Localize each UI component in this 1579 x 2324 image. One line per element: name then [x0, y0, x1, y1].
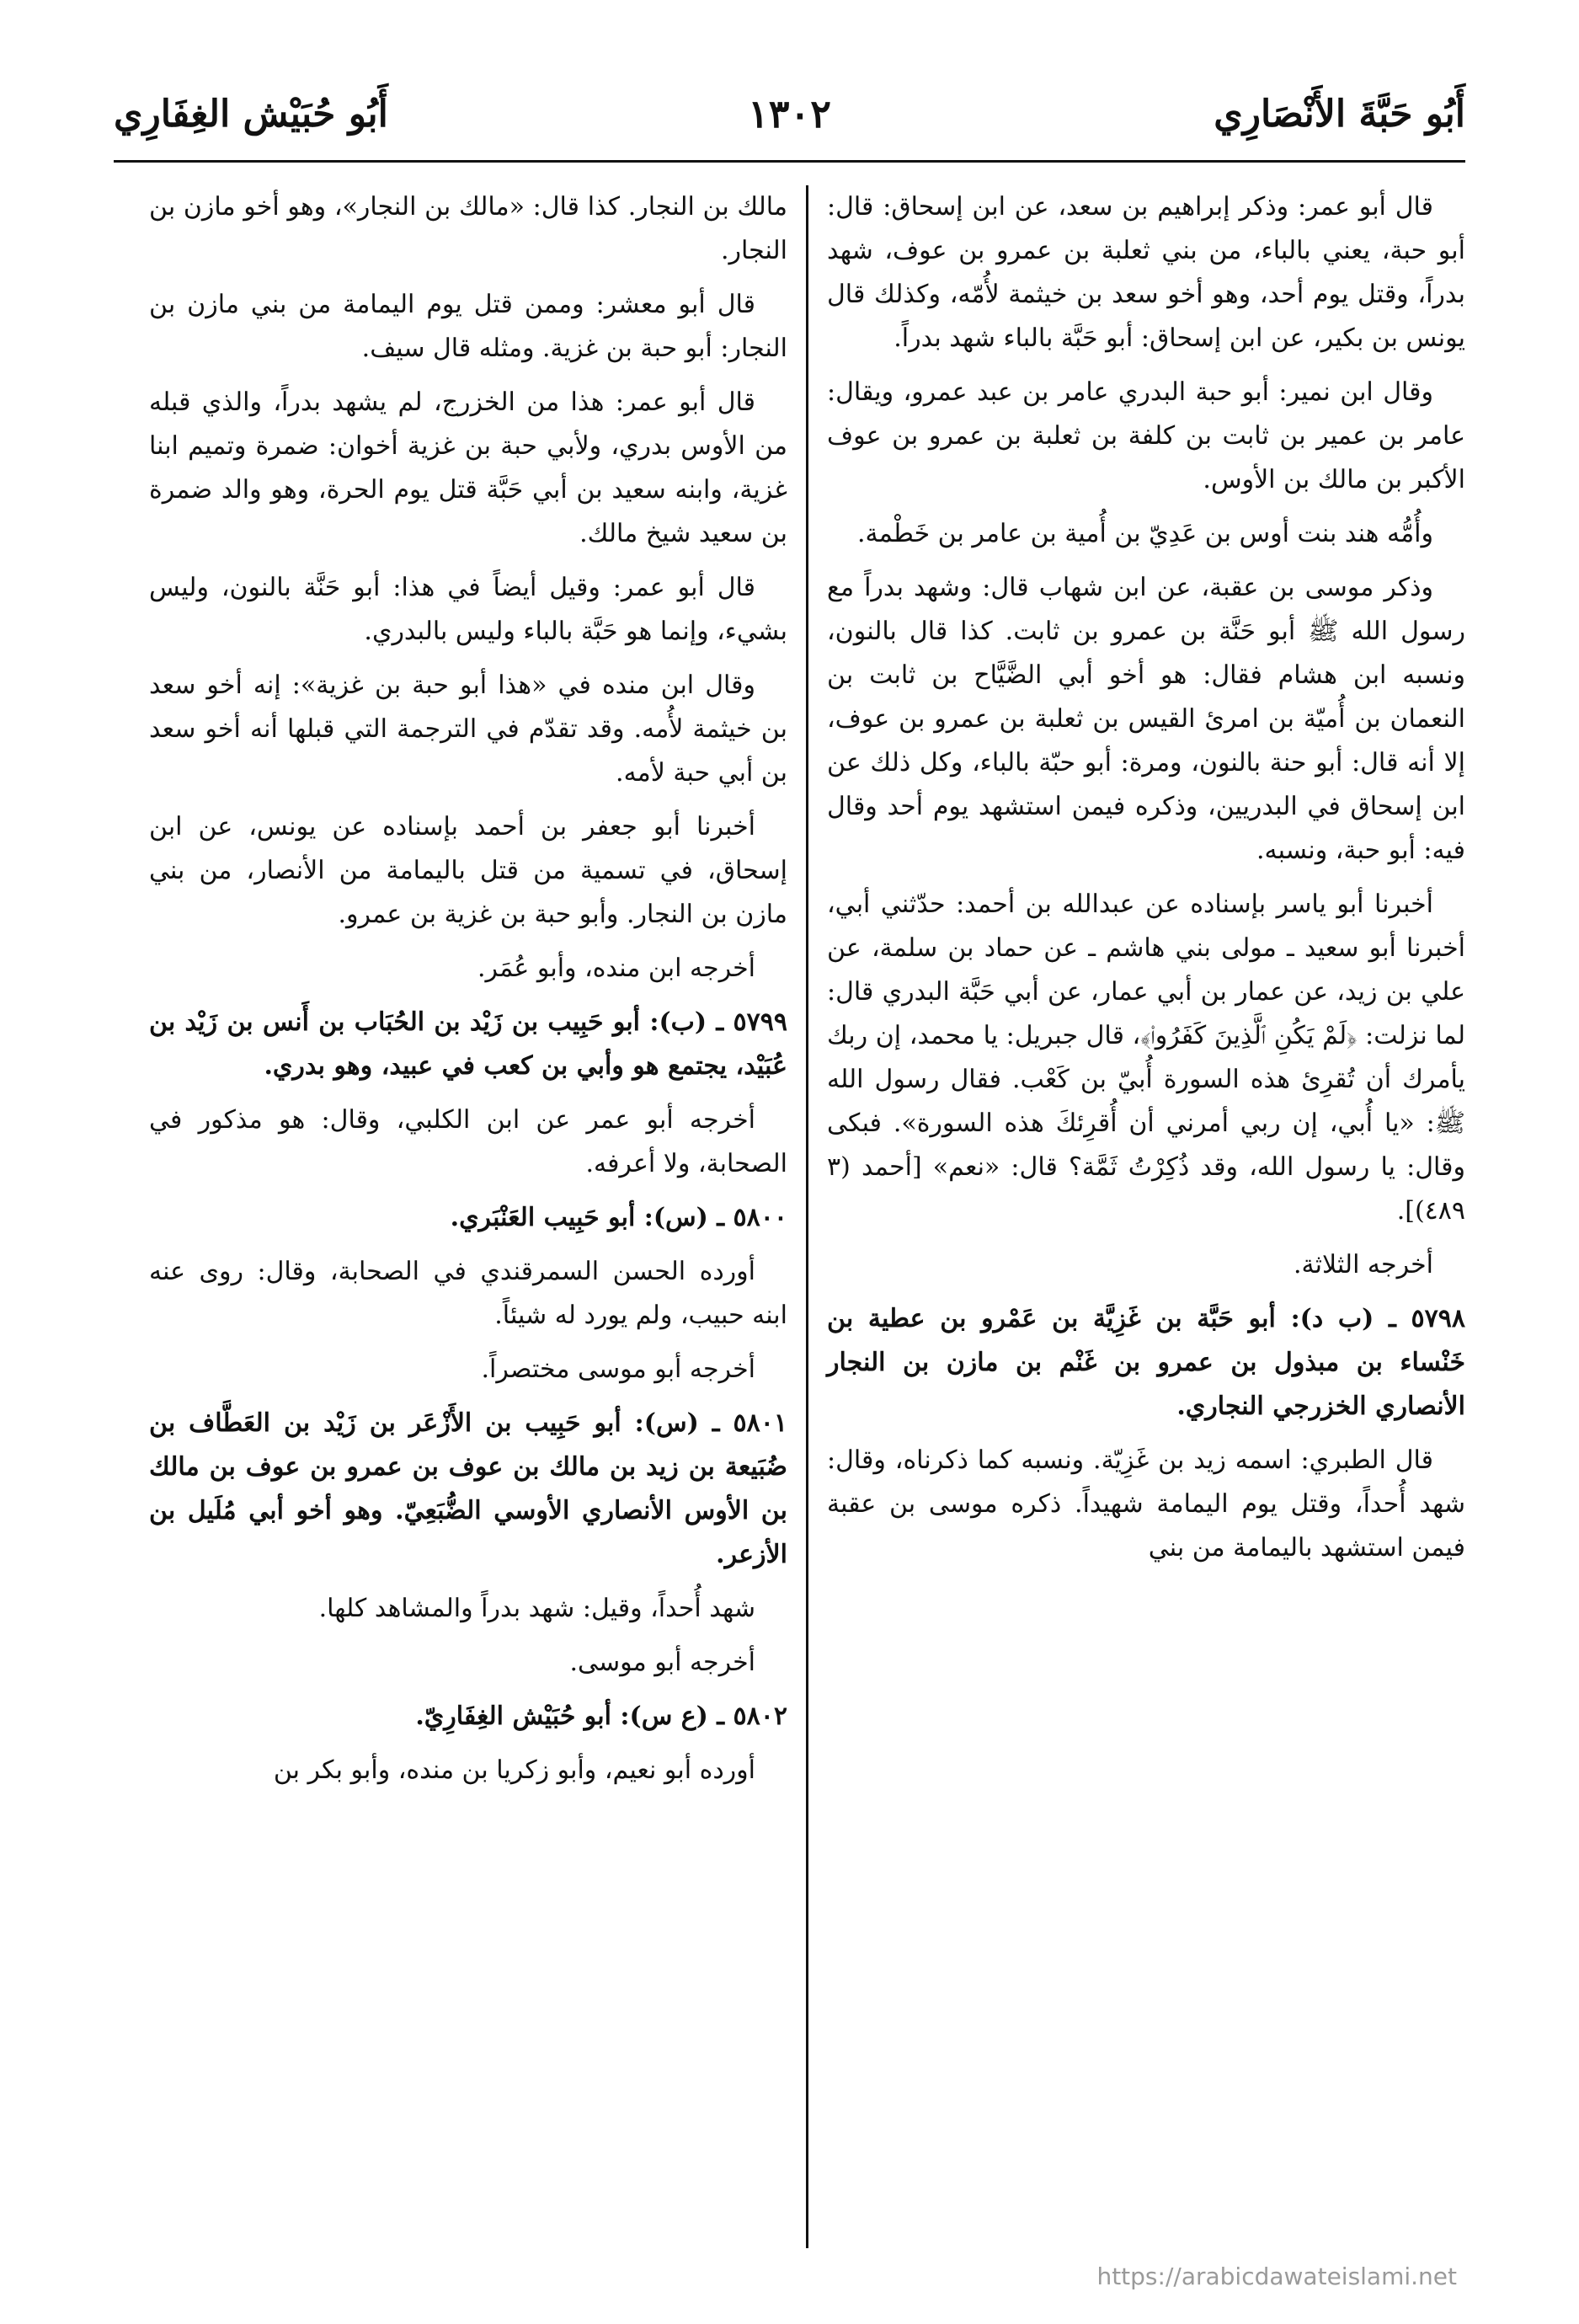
paragraph: أخرجه أبو عمر عن ابن الكلبي، وقال: هو مذكور في الصحابة، ولا أعرفه.	[149, 1105, 787, 1178]
paragraph: أخرجه أبو موسى مختصراً.	[481, 1354, 755, 1384]
column-divider	[806, 185, 808, 2248]
paragraph: أخبرنا أبو ياسر بإسناده عن عبدالله بن أحمد: حدّثني أبي، أخبرنا أبو سعيد ـ مولى بني هاشم ـ عن حماد بن سلمة، عن علي بن زيد، عن عمار بن أبي عمار، عن أبي حَبَّة البدري قال: لما نزلت: ﴿لَمْ يَكُنِ ٱلَّذِينَ كَفَرُوا۟﴾، قال جبريل: يا محمد، إن ربك يأمرك أن تُقرِئ هذه السورة أُبيّ بن كَعْب. فقال رسول الله ﷺ: «يا أُبي، إن ربي أمرني أن أُقرِئكَ هذه السورة». فبكى وقال: يا رسول الله، وقد ذُكِرْتُ ثَمَّة؟ قال: «نعم» [أحمد (٣ ٤٨٩)].	[827, 890, 1465, 1226]
entry-heading: ٥٧٩٩ ـ (ب): أبو حَبِيب بن زَيْد بن الحُبَاب بن أَنس بن زَيْد بن عُبَيْد، يجتمع هو وأبي بن كعب في عبيد، وهو بدري.	[149, 1007, 787, 1081]
watermark-url: https://arabicdawateislami.net	[1096, 2263, 1457, 2290]
paragraph: قال أبو عمر: وقيل أيضاً في هذا: أبو حَنَّة بالنون، وليس بشيء، وإنما هو حَبَّة بالباء وليس بالبدري.	[149, 573, 787, 646]
paragraph: وقال ابن منده في «هذا أبو حبة بن غزية»: إنه أخو سعد بن خيثمة لأُمه. وقد تقدّم في الترجمة التي قبلها أنه أخو سعد بن أبي حبة لأمه.	[149, 670, 787, 788]
paragraph: قال أبو معشر: وممن قتل يوم اليمامة من بني مازن بن النجار: أبو حبة بن غزية. ومثله قال سيف.	[149, 290, 787, 363]
paragraph: أخرجه ابن منده، وأبو عُمَر.	[477, 954, 755, 983]
text-columns	[114, 185, 1465, 2248]
running-title-right: أَبُو حَبَّةَ الأَنْصَارِي	[1214, 92, 1465, 136]
left-column	[149, 185, 806, 2248]
page-number: ١٣٠٢	[748, 91, 831, 136]
paragraph: قال أبو عمر: وذكر إبراهيم بن سعد، عن ابن إسحاق: قال: أبو حبة، يعني بالباء، من بني ثعلبة بن عمرو بن عوف، شهد بدراً، وقتل يوم أحد، وهو أخو سعد بن خيثمة لأُمّه، وكذلك قال يونس بن بكير، عن ابن إسحاق: أبو حَبَّة بالباء شهد بدراً.	[827, 192, 1465, 353]
paragraph: مالك بن النجار. كذا قال: «مالك بن النجار»، وهو أخو مازن بن النجار.	[149, 192, 787, 265]
paragraph: وقال ابن نمير: أبو حبة البدري عامر بن عبد عمرو، ويقال: عامر بن عمير بن ثابت بن كلفة بن ثعلبة بن عمرو بن عوف الأكبر بن مالك بن الأوس.	[827, 377, 1465, 494]
paragraph: أورده أبو نعيم، وأبو زكريا بن منده، وأبو بكر بن	[273, 1755, 755, 1785]
paragraph: قال أبو عمر: هذا من الخزرج، لم يشهد بدراً، والذي قبله من الأوس بدري، ولأبي حبة بن غزية أخوان: ضمرة وتميم ابنا غزية، وابنه سعيد بن أبي حَبَّة قتل يوم الحرة، وهو والد ضمرة بن سعيد شيخ مالك.	[149, 387, 787, 548]
running-title-left: أَبُو حُبَيْش الغِفَارِي	[114, 92, 388, 136]
paragraph: أورده الحسن السمرقندي في الصحابة، وقال: روى عنه ابنه حبيب، ولم يورد له شيئاً.	[149, 1257, 787, 1330]
page-header	[114, 67, 1465, 163]
paragraph: أخرجه أبو موسى.	[569, 1648, 755, 1677]
paragraph: وذكر موسى بن عقبة، عن ابن شهاب قال: وشهد بدراً مع رسول الله ﷺ أبو حَنَّة بن عمرو بن ثابت. كذا قال بالنون، ونسبه ابن هشام فقال: هو أخو أبي الضَّيَّاح بن ثابت بن النعمان بن أُميّة بن امرئ القيس بن ثعلبة بن عمرو بن عوف، إلا أنه قال: أبو حنة بالنون، ومرة: أبو حبّة بالباء، وكل ذلك عن ابن إسحاق في البدريين، وذكره فيمن استشهد يوم أحد وقال فيه: أبو حبة، ونسبه.	[827, 573, 1466, 865]
paragraph: قال الطبري: اسمه زيد بن غَزِيّة. ونسبه كما ذكرناه، وقال: شهد أُحداً، وقتل يوم اليمامة شهيداً. ذكره موسى بن عقبة فيمن استشهد باليمامة من بني	[827, 1445, 1465, 1563]
paragraph: أخرجه الثلاثة.	[1294, 1250, 1433, 1280]
paragraph: أخبرنا أبو جعفر بن أحمد بإسناده عن يونس، عن ابن إسحاق، في تسمية من قتل باليمامة من الأنصار، من بني مازن بن النجار. وأبو حبة بن غزية بن عمرو.	[149, 812, 787, 929]
paragraph: شهد أُحداً، وقيل: شهد بدراً والمشاهد كلها.	[318, 1594, 755, 1623]
paragraph: وأُمُّه هند بنت أوس بن عَدِيّ بن أُمية بن عامر بن خَطْمة.	[857, 519, 1433, 548]
entry-heading: ٥٨٠١ ـ (س): أبو حَبِيب بن الأَزْعَر بن زَيْد بن العَطَّاف بن ضُبَيعة بن زيد بن مالك بن عوف بن عمرو بن عوف بن مالك بن الأوس الأنصاري الأوسي الضُّبَعِيّ. وهو أخو أبي مُلَيل بن الأزعر.	[149, 1408, 787, 1569]
entry-heading: ٥٧٩٨ ـ (ب د): أبو حَبَّة بن غَزِيَّة بن عَمْرو بن عطية بن خَنْساء بن مبذول بن عمرو بن غَنْم بن مازن بن النجار الأنصاري الخزرجي النجاري.	[827, 1304, 1465, 1421]
right-column	[808, 185, 1465, 2248]
entry-heading: ٥٨٠٠ ـ (س): أبو حَبِيب العَنْبَري.	[450, 1203, 787, 1232]
entry-heading: ٥٨٠٢ ـ (ع س): أبو حُبَيْش الغِفَارِيّ.	[415, 1702, 787, 1731]
